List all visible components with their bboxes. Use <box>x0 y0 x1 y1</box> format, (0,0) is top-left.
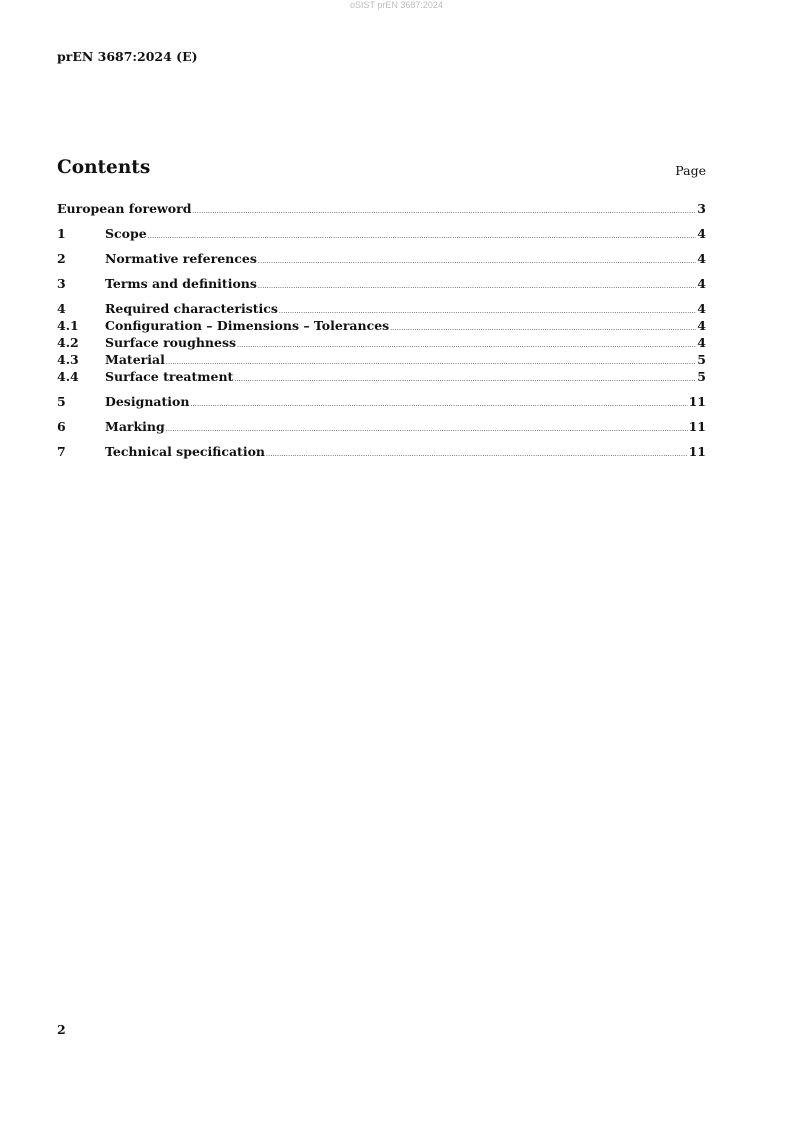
toc-entry-page: 4 <box>697 276 706 291</box>
toc-leader-dots <box>148 229 697 245</box>
toc-entry-page: 4 <box>697 226 706 241</box>
toc-entry-european-foreword[interactable] <box>57 201 706 217</box>
toc-entry-label: Surface treatment <box>105 369 234 384</box>
toc-leader-dots <box>166 355 696 371</box>
table-of-contents <box>57 201 706 460</box>
toc-entry-required-characteristics[interactable] <box>57 301 706 317</box>
toc-entry-label: Surface roughness <box>105 335 237 350</box>
toc-entry-surface-roughness[interactable] <box>57 335 706 351</box>
toc-entry-label: Normative references <box>105 251 257 266</box>
toc-entry-scope[interactable] <box>57 226 706 242</box>
toc-leader-dots <box>390 321 696 337</box>
document-identifier: prEN 3687:2024 (E) <box>57 49 198 64</box>
watermark: oSIST prEN 3687:2024 <box>350 0 443 10</box>
toc-entry-page: 4 <box>697 318 706 333</box>
toc-leader-dots <box>192 204 696 220</box>
toc-entry-material[interactable] <box>57 352 706 368</box>
toc-entry-terms-and-definitions[interactable] <box>57 276 706 292</box>
toc-entry-page: 3 <box>697 201 706 216</box>
toc-entry-label: Required characteristics <box>105 301 278 316</box>
toc-entry-page: 11 <box>688 419 706 434</box>
toc-entry-page: 5 <box>697 352 706 367</box>
toc-entry-normative-references[interactable] <box>57 251 706 267</box>
toc-entry-page: 4 <box>697 335 706 350</box>
toc-entry-configuration-dimensions-tolerances[interactable] <box>57 318 706 334</box>
toc-entry-number: 4.2 <box>57 335 79 350</box>
toc-entry-marking[interactable] <box>57 419 706 435</box>
toc-entry-label: Marking <box>105 419 165 434</box>
toc-entry-number: 4 <box>57 301 66 316</box>
toc-entry-page: 5 <box>697 369 706 384</box>
toc-entry-page: 4 <box>697 251 706 266</box>
toc-leader-dots <box>266 447 688 463</box>
toc-entry-technical-specification[interactable] <box>57 444 706 460</box>
toc-entry-number: 3 <box>57 276 66 291</box>
toc-entry-designation[interactable] <box>57 394 706 410</box>
toc-entry-number: 4.3 <box>57 352 79 367</box>
toc-leader-dots <box>190 397 687 413</box>
toc-entry-label: Scope <box>105 226 147 241</box>
toc-entry-number: 5 <box>57 394 66 409</box>
toc-entry-label: Material <box>105 352 165 367</box>
toc-leader-dots <box>258 279 696 295</box>
toc-leader-dots <box>237 338 696 354</box>
toc-leader-dots <box>234 372 696 388</box>
toc-entry-surface-treatment[interactable] <box>57 369 706 385</box>
toc-entry-label: Designation <box>105 394 190 409</box>
toc-entry-page: 11 <box>688 444 706 459</box>
toc-entry-label: Technical specification <box>105 444 266 459</box>
toc-entry-number: 4.1 <box>57 318 79 333</box>
toc-entry-number: 7 <box>57 444 66 459</box>
toc-entry-label: Terms and definitions <box>105 276 257 291</box>
toc-leader-dots <box>258 254 696 270</box>
toc-entry-page: 11 <box>688 394 706 409</box>
toc-entry-label: European foreword <box>57 201 192 216</box>
toc-entry-label: Configuration – Dimensions – Tolerances <box>105 318 390 333</box>
toc-entry-page: 4 <box>697 301 706 316</box>
toc-entry-number: 6 <box>57 419 66 434</box>
toc-page-column-label: Page <box>675 163 706 178</box>
toc-title: Contents <box>57 157 151 178</box>
toc-leader-dots <box>166 422 688 438</box>
toc-entry-number: 4.4 <box>57 369 79 384</box>
toc-entry-number: 2 <box>57 251 66 266</box>
toc-entry-number: 1 <box>57 226 66 241</box>
footer-page-number: 2 <box>57 1022 66 1037</box>
